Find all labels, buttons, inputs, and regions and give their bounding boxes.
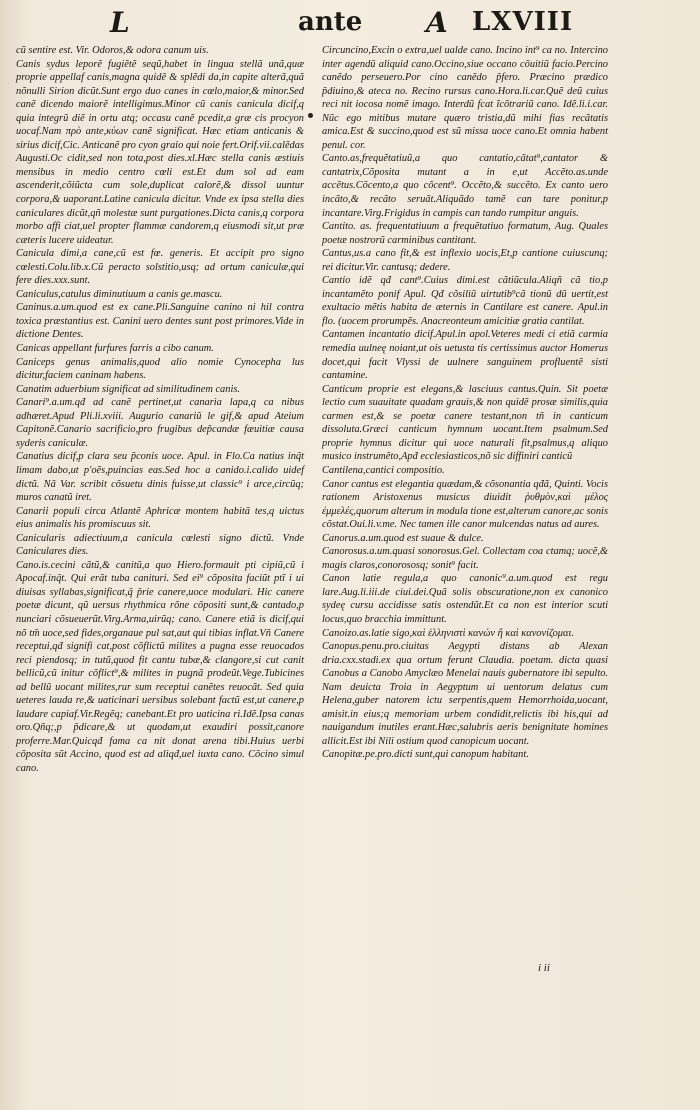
dictionary-entry: Canari⁹.a.um.qđ ad canẽ pertinet,ut canaria lapa,q ca nibus adhæret.Apud Pli.li.xviii. Augurio canariũ le gif,& apud Ateium Capitonẽ.Canario sacrificio,pro frugibus dep̃candæ fæuitiæ causa syderis caniculæ. bbox=[16, 397, 304, 449]
dictionary-entry: Canicula dimi,a cane,cũ est fœ. generis. Et accipit pro signo cœlesti.Colu.lib.x.Cũ peracto solstitio,usq; ad ortum caniculæ,qui fere dies.xxx.sunt. bbox=[16, 248, 304, 287]
running-header bbox=[0, 6, 700, 39]
dictionary-entry: Caniculus,catulus diminutiuum a canis ge.mascu. bbox=[16, 288, 223, 300]
header-word: ante bbox=[298, 7, 363, 37]
dictionary-entry: Canicularis adiectiuum,a canicula cœlesti signo dictũ. Vnde Caniculares dies. bbox=[16, 532, 304, 558]
header-right-letter: A bbox=[426, 6, 448, 39]
dictionary-entry: Canticum proprie est elegans,& lasciuus cantus.Quin. Sit poetæ lectio cum suauitate quadam grauis,& non quidẽ prosæ similis,quia carmen est,& se poetæ canere testant,non tñ in canticum dissoluta.Græci canticum hymnum uocant.Item psalmum.Sed proprie hymnus dicitur qui uoce naturali fit,psalmus,q aliquo musico instrumẽto,Apđ ecclesiasticos,nõ sic diffiniri canticũ bbox=[322, 383, 608, 463]
right-column bbox=[322, 44, 608, 762]
dictionary-entry: Circuncino,Excin o extra,uel ualde cano. Incino int⁹ ca no. Intercino inter agendũ aliquid cano.Occino,siue occano cõuitiũ facio.Percino canẽdo perseuero.Por cino canẽdo p̃fero. Præcino prædico p̃diuino,& ateca no. Recino rursus cano.Hora.li.car.Quẽ deũ cuius reci nit iocosa nomẽ imago. Interdũ fcat ĩcõtrariũ cano. Idẽ.li.i.car. Nũc ego mitibus mutare quæro tristia,dũ mihi fias recãtatis amica.Est & succino,quod est sũ missa uoce cano.Et omnia habent penul. cor. bbox=[322, 45, 608, 151]
dictionary-entry: Canicas appellant furfures farris a cibo canum. bbox=[16, 343, 214, 355]
dictionary-entry: Canopus.penu.pro.ciuitas Aegypti distans ab Alexan dria.cxx.stadi.ex qua ortum ferunt Claudia. poetam. dicta quasi Canobus a Canobo Amyclæo Menelai nauis gubernatore ibi sepulto. Nam deuicta Troia in Aegyptum ui uentorum delatus cum Helena,guber natorem ictu serpentis,quem Hemorrhoida,uocant, amisit.in eius;q memoriam urbem condidit,relictis ibi his,qui ad nauigandum inutiles erant.Hæc,salubris aeris benignitate homines allicit.Est ibi Nili ostium quod canopicum uocant. bbox=[322, 641, 608, 747]
signature-mark: i ii bbox=[538, 962, 550, 974]
folio-number: LXVIII bbox=[472, 7, 574, 37]
dictionary-entry: Cantilena,cantici compositio. bbox=[322, 464, 445, 476]
left-column bbox=[16, 44, 304, 776]
dictionary-entry: cũ sentire est. Vir. Odoros,& odora canum uis. bbox=[16, 45, 209, 56]
dictionary-entry: Cantamen incantatio dicif.Apul.in apol.Veteres medi ci etiã carmia remedia uulneę noiant,ut ois uetusta tis certissimus auctor Homerus docet,qui facit Vlyssi de uulnere sanguinem profluentẽ sisti cantamine. bbox=[322, 329, 608, 382]
dictionary-entry: Cantus,us.a cano fit,& est inflexio uocis,Et,p cantione cuiuscunq; rei dicitur.Vir. cantusq; dedere. bbox=[322, 248, 608, 273]
dictionary-entry: Canorosus.a.um.quasi sonorosus.Gel. Collectam coa ctamq; uocẽ,& magis claros,conorososq; sonit⁹ facit. bbox=[322, 546, 608, 571]
dictionary-entry: Canto.as,frequẽtatiuũ,a quo cantatio,cãtat⁹,cantator & cantatrix,Cõposita mutant a in e,ut Accẽto.as.unde accẽtus.Cõcento,a quo cõcent⁹. Occẽto,& succẽto. Ex canto uero incãto,& recãto seruãt.Aliquãdo tamẽ can tare ponitur,p incantare.Virg.Frigidus in campis can tando rumpitur anguis. bbox=[322, 153, 608, 219]
margin-mark bbox=[308, 113, 313, 118]
dictionary-entry: Canor cantus est elegantia quædam,& cõsonantia qđã, Quinti. Vocis rationem Aristoxenus musicus diuidit ῥυθμὸν,καὶ μέλος ἐμμελές,quorum alterum in modula tione est,alterum canore,ac sonis cõstat.Oui.li.v.me. Nec tamen ille canor mulcendas natus ad aures. bbox=[322, 478, 608, 531]
dictionary-entry: Canon latie regula,a quo canonic⁹.a.um.quod est regu lare.Aug.li.iii.de ciui.dei.Quã solis obscuratione,non ex canonico sydeę cursu accidisse satis ostendũt.Et ca non est interior scuti locus,quo bracchia immittunt. bbox=[322, 573, 608, 625]
dictionary-entry: Cantito. as. frequentatiuum a frequẽtatiuo formatum, Aug. Quales poetæ nostrorũ carminibus cantitant. bbox=[322, 221, 608, 246]
dictionary-entry: Caniceps genus animalis,quod alio nomie Cynocepha lus dicitur,faciem caninam habens. bbox=[16, 356, 304, 382]
dictionary-entry: Caninus.a.um.quod est ex cane.Pli.Sanguine canino ni hil contra toxica præstantius est. Canini uero dentes sunt post primores.Vide in dictione Dentes. bbox=[16, 302, 304, 341]
dictionary-entry: Canoizo.as.latie sigo,καὶ ἑλληνιστὶ κανών ἢ καὶ κανονίζομαι. bbox=[322, 627, 574, 639]
dictionary-entry: Canatim aduerbium significat ad similitudinem canis. bbox=[16, 383, 240, 395]
dictionary-entry: Cantio idẽ qđ cant⁹.Cuius dimi.est cãtiũcula.Aliqñ cã tio,p incantamẽto ponif Apul. Qđ cõsiliũ uirtutib⁹cã tionũ dũ uertit,est exultacio mẽtis habita de æternis in Cantilare est canere. Apul.in flo. (uocem prorumpẽs. Anacreonteum amicitiæ gratia cantilat. bbox=[322, 275, 608, 327]
dictionary-entry: Canopitæ.pe.pro.dicti sunt,qui canopum habitant. bbox=[322, 749, 529, 761]
header-left-letter: L bbox=[110, 6, 130, 39]
dictionary-entry: Canarii populi circa Atlantẽ Aphricæ montem habitã tes,q uictus eius animalis his promiscuus sit. bbox=[16, 505, 304, 531]
dictionary-entry: Canatius dicif,p clara seu p̃conis uoce. Apul. in Flo.Ca natius inq̃t limam dabo,ut p'oẽs,puincias eas.Sed hoc a canido.i.calido uidef dictũ. Nã Var. scribit cõsuetu dinis fuisse,ut classic⁹ i arce,circũq; muros canatũ iret. bbox=[16, 451, 304, 504]
dictionary-entry: Canis sydus leporẽ fugiẽtẽ seqũ,habet in lingua stellã unã,quæ proprie appellaf canis,magna quidẽ & splẽdi da,in capite alterã,quã nõnulli Sirion dicũt.Sunt ergo duo canes in cœlo,maior,& minor.Sed canẽ dicendo maiorẽ intelligimus.Minor cũ canis canicula dicif,q quia integrũ diẽ in ortu atq; occasu canẽ pcedit,a græ cis procyon uocaf.Nam πρὸ ante,κύων canẽ significat. Hæc etiam anticanis & sirius dicif,Cic. Anticanẽ pro cyon graio qui noie fert.Orif.vii.calẽdas Augusti.Oc cidit,sed non tota,post dies.xl.Hæc stella canis æstiuis mensibus in medio centro cœli est.Et dum sol ad eam ascenderit,cõiũcta cum sole,duplicat calorẽ,& dissol uuntur corpora,& uaporant.Latine canicula dicitur. Vnde ex ipsa stella dies caniculares dicũt,qñ molestæ sunt purgationes.Dicta canis,q corpora morbo affi ciat,uel propter flammæ candorem,q eiusmodi sit,ut præ cæteris lucere uideatur. bbox=[16, 58, 304, 246]
dictionary-entry: Canorus.a.um.quod est suaue & dulce. bbox=[322, 532, 484, 544]
dictionary-entry: Cano.is.cecini cãtũ,& canitũ,a quo Hiero.formauit pti cipiũ,cũ i Apocaf.inq̃t. Qui erãt tuba canituri. Sed ei⁹ cõposita faciũt ptĩ i ui diuisas syllabas,significat,q̃ p̃rie canere,uoce modulari. Hic canere poetæ dicunt, qũ uersus rhythmica rõne cõpositi sunt,& cantado,p nunciari cõsueuerũt.Virg.Arma,uirũq; cano. Canere etiã is dicif,qui nõ tm̃ uoce,sed fides,organaue pul sat,aut qui tibias inflat.Vñ Canere receptui,qđ signifi cat,post cõflictũ milites a pugna esse reuocados reci piendosq; in tutũ,quod fit cantu tubæ,& clangore,si cut canit bellicũ,cũ initur cõflict⁹,& milites in pugnã prodeũt.Vege.Tubicines ad bellũ uocant milites,rur sum receptui canẽtes reuocãt. Sed quia ueteres lauda re,& uaticinari uersibus solebant factũ est,ut canere,p laudare capiaf.Vir.Regẽq; canebant.Et pro uaticina ri.Idẽ.Ipsa canas oro.Qñq;,p p̃dicare,& ut quodam,ut exaudiri possit,canore proferre.Mar.Quicqđ fama ca nit donat arena tibi.Huius uerbi cõposita sũt Accino, quod est ad aliqđ,uel iuxta cano. Cõcino simul cano. bbox=[16, 559, 304, 774]
